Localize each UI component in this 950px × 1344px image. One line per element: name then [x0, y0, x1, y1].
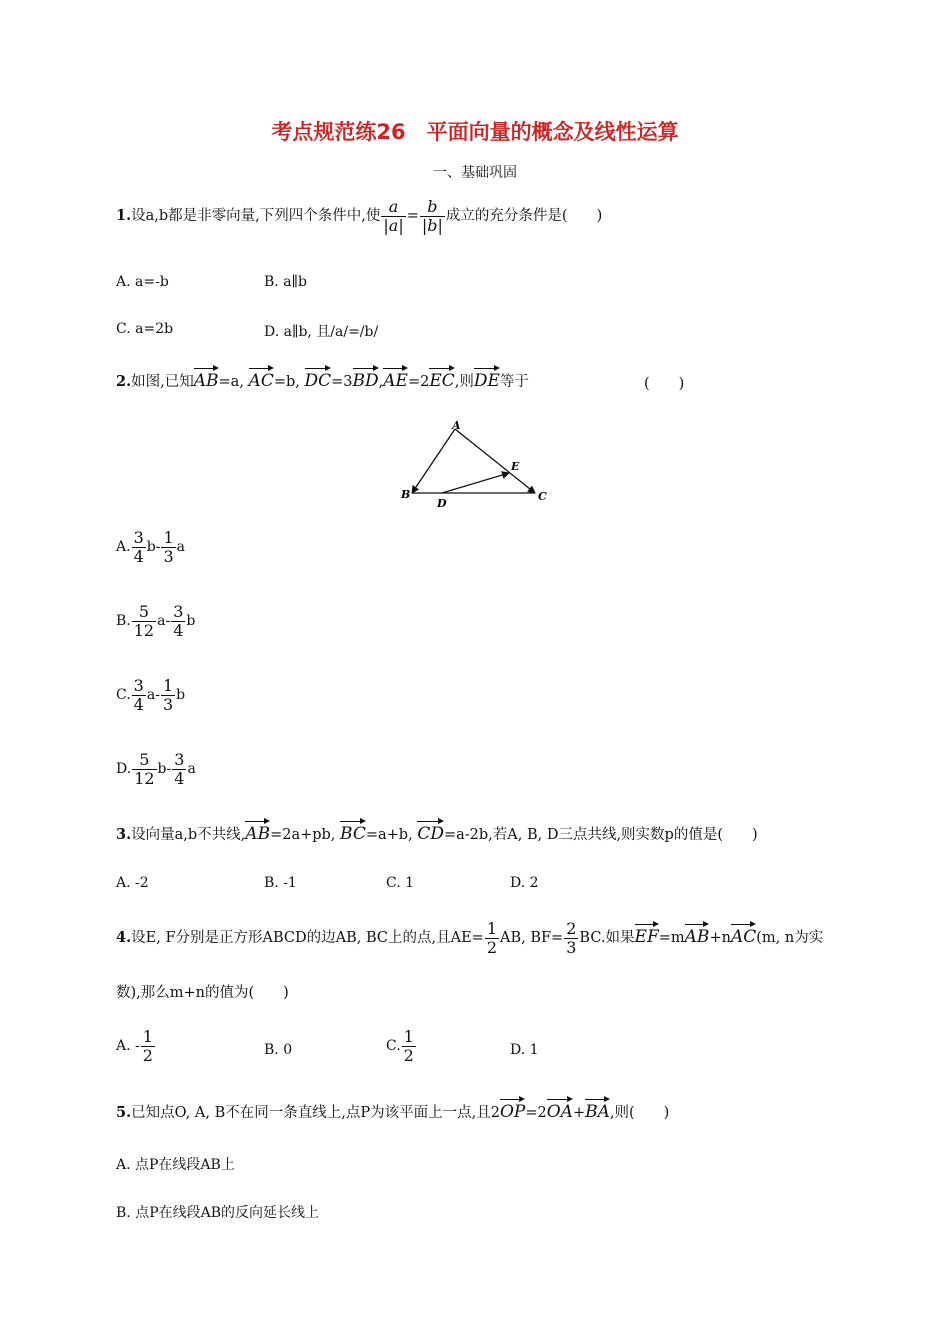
vector: EC — [429, 366, 454, 391]
option-c[interactable]: C. 1 — [386, 875, 415, 891]
answer-paren: ( ) — [644, 376, 685, 392]
vector: BA — [585, 1097, 610, 1122]
vector: BC — [340, 819, 366, 844]
vector: AB — [245, 819, 270, 844]
question-3: 3.设向量a,b不共线,AB=2a+pb, BC=a+b, CD=a-2b,若A, B, D三点共线,则实数p的值是( ) — [116, 819, 758, 844]
question-number: 1. — [116, 207, 132, 225]
segment-ac — [455, 429, 535, 493]
option-d[interactable]: D. 2 — [510, 875, 539, 891]
option-c[interactable]: C. a=2b — [116, 321, 174, 337]
question-text: 已知点O, A, B不在同一条直线上,点P为该平面上一点,且2 — [131, 1105, 500, 1121]
option-d[interactable]: D. 1 — [510, 1042, 539, 1058]
option-a[interactable]: A. a=-b — [116, 274, 169, 290]
question-text: 设E, F分别是正方形ABCD的边AB, BC上的点,且AE= — [131, 930, 484, 947]
question-number: 4. — [116, 929, 132, 947]
option-a[interactable]: A. $\frac{3}{4}$ b- $\frac{1}{3}$ a — [116, 528, 185, 566]
question-number: 3. — [116, 826, 132, 843]
question-number: 2. — [116, 373, 132, 390]
vector: OA — [547, 1097, 573, 1122]
point-label-c: C — [538, 490, 547, 503]
option-b[interactable]: B. 0 — [264, 1042, 293, 1058]
option-b[interactable]: B. a∥b — [264, 274, 307, 290]
option-c[interactable]: C. $\frac{3}{4}$ a- $\frac{1}{3}$ b — [116, 676, 186, 714]
question-text: 设向量a,b不共线, — [131, 827, 246, 843]
question-5: 5.已知点O, A, B不在同一条直线上,点P为该平面上一点,且2OP=2OA+BA,则( ) — [116, 1097, 669, 1122]
vector: OP — [500, 1097, 525, 1122]
vector: AB — [194, 366, 219, 391]
fraction: $\frac{2}{3}$ — [566, 919, 577, 957]
option-a[interactable]: A. -2 — [116, 875, 149, 891]
triangle-figure — [395, 415, 560, 515]
question-number: 5. — [116, 1104, 132, 1121]
option-d[interactable]: D. $\frac{5}{12}$ b- $\frac{3}{4}$ a — [116, 750, 196, 788]
option-b[interactable]: B. $\frac{5}{12}$ a- $\frac{3}{4}$ b — [116, 602, 196, 640]
page-title: 考点规范练26 平面向量的概念及线性运算 — [271, 120, 679, 144]
point-label-d: D — [437, 497, 447, 510]
segment-de — [442, 473, 509, 493]
vector: AB — [685, 922, 710, 947]
point-label-e: E — [511, 460, 520, 473]
section-heading: 一、基础巩固 — [433, 165, 517, 181]
vector: AC — [731, 922, 756, 947]
question-text: 成立的充分条件是( ) — [445, 208, 603, 225]
vector: AC — [249, 366, 274, 391]
vector: AE — [383, 366, 408, 391]
question-2: 2.如图,已知AB=a, AC=b, DC=3BD,AE=2EC,则DE等于 — [116, 366, 529, 391]
question-text: 如图,已知 — [131, 374, 194, 390]
option-d[interactable]: D. a∥b, 且/a/=/b/ — [264, 324, 379, 340]
option-b[interactable]: B. -1 — [264, 875, 297, 891]
vector: DE — [474, 366, 500, 391]
option-a[interactable]: A. 点P在线段AB上 — [116, 1157, 235, 1173]
question-text: 设a,b都是非零向量,下列四个条件中,使 — [131, 208, 381, 225]
vector: EF — [635, 922, 659, 947]
point-label-b: B — [401, 488, 411, 501]
option-c[interactable]: C. $\frac{1}{2}$ — [386, 1027, 414, 1065]
vector: DC — [305, 366, 332, 391]
question-text: 数),那么m+n的值为( ) — [116, 985, 289, 1001]
fraction: $\frac{a}{|a|}$ — [383, 197, 404, 235]
fraction: $\frac{1}{2}$ — [486, 919, 497, 957]
option-a[interactable]: A. - $\frac{1}{2}$ — [116, 1027, 153, 1065]
point-label-a: A — [452, 419, 461, 432]
equals-sign: = — [406, 208, 419, 225]
vector: CD — [417, 819, 444, 844]
fraction: $\frac{b}{|b|}$ — [421, 197, 443, 235]
vector: BD — [353, 366, 379, 391]
segment-ab — [412, 429, 455, 493]
question-4: 4.设E, F分别是正方形ABCD的边AB, BC上的点,且AE= $\frac{1}{2}$ AB, BF= $\frac{2}{3}$ BC.如果EF=mAB+nAC(m, n为实 — [116, 919, 824, 957]
option-b[interactable]: B. 点P在线段AB的反向延长线上 — [116, 1205, 320, 1221]
question-1 — [116, 198, 602, 234]
